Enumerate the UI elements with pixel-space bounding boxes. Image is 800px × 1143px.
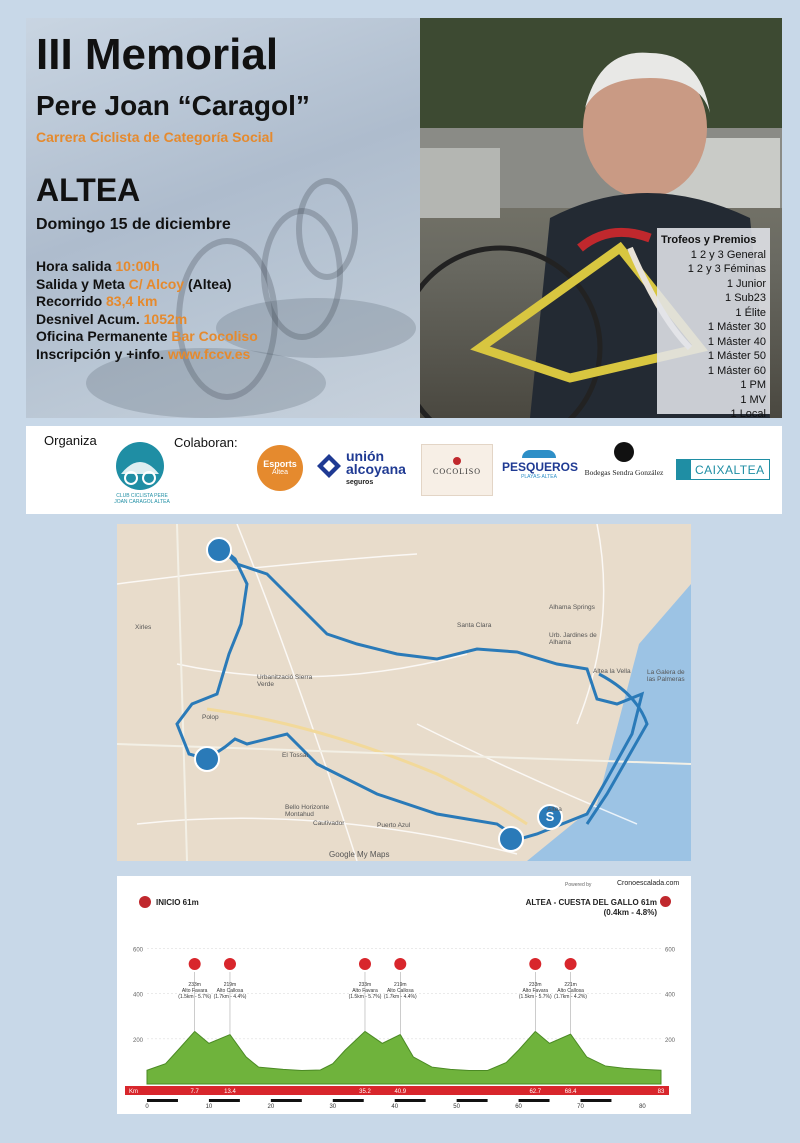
trophy-item: 1 Élite xyxy=(735,306,766,319)
trophy-item: 1 Local xyxy=(730,408,766,420)
esports-altea-logo xyxy=(257,445,303,491)
x-tick-label: 60 xyxy=(515,1104,522,1110)
x-tick-label: 0 xyxy=(145,1104,149,1110)
climb-gradient: (1.5km - 5.7%) xyxy=(518,994,552,1000)
trophy-item: 1 Junior xyxy=(726,277,766,290)
trophy-item: 1 Máster 50 xyxy=(707,350,766,362)
trophy-item: 1 Máster 30 xyxy=(707,321,766,333)
scale-segment xyxy=(580,1099,611,1102)
event-subtitle: Carrera Ciclista de Categoría Social xyxy=(36,129,274,145)
climb-gradient: (1.7km - 4.4%) xyxy=(383,994,417,1000)
trophy-item: 1 Sub23 xyxy=(725,292,766,304)
trophy-item: 1 2 y 3 General xyxy=(690,248,766,261)
climb-marker-icon xyxy=(359,958,371,970)
seguros-text: seguros xyxy=(346,479,374,486)
colaboran-label: Colaboran: xyxy=(174,435,238,450)
climb-marker-icon xyxy=(224,958,236,970)
scale-segment xyxy=(147,1099,178,1102)
union-alcoyana-icon xyxy=(316,453,342,479)
x-tick-label: 10 xyxy=(205,1104,213,1110)
scale-segment xyxy=(271,1099,302,1102)
climb-name: Alto Callosa xyxy=(557,988,584,994)
union-text: unión xyxy=(346,448,385,464)
y-tick-label: 600 xyxy=(665,947,676,954)
x-tick-label: 70 xyxy=(577,1104,584,1110)
club-logo xyxy=(111,440,169,492)
x-tick-label: 20 xyxy=(267,1104,275,1110)
scale-segment xyxy=(333,1099,364,1102)
brand-text: Cronoescalada.com xyxy=(617,880,680,887)
caixaltea-logo xyxy=(676,459,770,480)
trophy-item: 1 Máster 40 xyxy=(707,335,766,348)
caixaltea-mark-icon xyxy=(677,460,691,479)
scale-segment xyxy=(395,1099,426,1102)
detail-row xyxy=(36,328,258,344)
pesqueros-fish-icon xyxy=(522,450,556,458)
climb-name: Alto Favara xyxy=(352,988,378,994)
detail-value: Bar Cocoliso xyxy=(171,328,258,344)
trophy-item: 1 Máster 60 xyxy=(707,364,766,377)
cocoliso-logo xyxy=(421,444,493,496)
elevation-profile xyxy=(117,876,691,1114)
climb-altitude: 233m xyxy=(529,982,542,988)
trophy-item: 1 PM xyxy=(740,379,766,391)
climb-altitude: 219m xyxy=(394,982,407,988)
km-mark: 7.7 xyxy=(190,1089,199,1095)
map-place-label: Bello Horizonte Montahud xyxy=(285,804,330,818)
map-place-label: Puerto Azul xyxy=(377,822,411,829)
scale-segment xyxy=(519,1099,550,1102)
climb-marker-icon xyxy=(394,958,406,970)
detail-value: C/ Alcoy xyxy=(128,275,185,292)
esports-logo-text: Esports xyxy=(263,459,297,469)
detail-row xyxy=(36,276,232,292)
climb-marker-icon[interactable] xyxy=(206,537,232,563)
trophies-list xyxy=(661,248,766,422)
climb-marker-icon xyxy=(529,958,541,970)
detail-label: Desnivel Acum. xyxy=(36,310,144,327)
climb-gradient: (1.5km - 5.7%) xyxy=(178,994,212,1000)
x-tick-label: 30 xyxy=(329,1104,337,1110)
scale-segment xyxy=(209,1099,240,1102)
union-alcoyana-logo xyxy=(346,450,406,489)
y-tick-label: 200 xyxy=(665,1037,676,1044)
map-place-label: El Tossal xyxy=(282,752,308,759)
climb-altitude: 233m xyxy=(358,982,372,988)
scale-segment xyxy=(457,1099,488,1102)
organiza-label: Organiza xyxy=(44,433,97,448)
powered-by-text: Powered by xyxy=(565,882,592,888)
detail-value[interactable]: www.fccv.es xyxy=(167,345,251,362)
climb-marker-icon[interactable] xyxy=(194,746,220,772)
detail-row xyxy=(36,293,157,309)
map-place-label: Xirles xyxy=(135,624,152,631)
route-map[interactable] xyxy=(117,524,691,861)
climb-name: Alto Favara xyxy=(181,988,208,994)
bodegas-emblem-icon xyxy=(614,442,634,462)
climb-name: Alto Callosa xyxy=(216,988,244,994)
detail-row xyxy=(36,346,250,362)
detail-label: Salida y Meta xyxy=(36,275,129,292)
profile-finish-label: ALTEA - CUESTA DEL GALLO 61m xyxy=(525,898,657,907)
detail-value: 10:00h xyxy=(115,258,160,274)
detail-label: Inscripción y +info. xyxy=(36,345,168,362)
trophies-heading: Trofeos y Premios xyxy=(661,234,757,246)
caixaltea-text: CAIXALTEA xyxy=(695,462,765,477)
profile-start-label: INICIO 61m xyxy=(156,898,199,907)
elevation-area xyxy=(147,1031,661,1084)
climb-altitude: 233m xyxy=(188,982,201,988)
detail-row xyxy=(36,258,160,274)
map-place-label: Urb. Jardines de Alhama xyxy=(549,632,597,646)
climb-marker-icon xyxy=(565,958,577,970)
y-tick-label: 600 xyxy=(132,947,143,954)
club-name: CLUB CICLISTA PERE JOAN CARAGOL ALTEA xyxy=(114,493,170,505)
km-mark: 13.4 xyxy=(224,1089,236,1095)
event-date: Domingo 15 de diciembre xyxy=(36,216,231,233)
finish-flag-icon[interactable] xyxy=(498,826,524,852)
event-city: ALTEA xyxy=(36,172,141,208)
climb-altitude: 221m xyxy=(564,982,577,988)
map-place-label: Urbanització Sierra Verde xyxy=(257,674,313,688)
km-mark: 40.9 xyxy=(394,1089,407,1095)
climb-marker-icon xyxy=(189,958,201,970)
event-title-name: Pere Joan “Caragol” xyxy=(36,90,310,121)
pesqueros-sub: PLAYAS·ALTEA xyxy=(521,474,557,480)
detail-row xyxy=(36,311,187,327)
event-title: III Memorial xyxy=(36,30,279,79)
trophy-item: 1 MV xyxy=(740,393,766,406)
map-place-label: La Galera de las Palmeras xyxy=(647,669,685,683)
detail-suffix: (Altea) xyxy=(184,275,232,292)
km-mark: 68.4 xyxy=(564,1089,577,1095)
detail-label: Oficina Permanente xyxy=(36,328,172,344)
km-label: Km xyxy=(129,1089,138,1095)
pesqueros-text: PESQUEROS xyxy=(502,460,579,474)
map-place-label: Santa Clara xyxy=(457,622,492,629)
climb-altitude: 219m xyxy=(223,982,237,988)
detail-value: 83,4 km xyxy=(106,293,158,309)
map-place-label: Alhama Springs xyxy=(549,604,595,611)
map-place-label: Cautivador xyxy=(313,820,345,827)
esports-logo-sub: Altea xyxy=(272,469,288,476)
km-mark: 62.7 xyxy=(529,1089,542,1095)
climb-gradient: (1.5km - 5.7%) xyxy=(348,994,382,1000)
map-attribution: Google My Maps xyxy=(329,850,390,859)
bodegas-text: Bodegas Sendra González xyxy=(584,468,664,477)
profile-finish-sub: (0.4km - 4.8%) xyxy=(603,908,657,917)
map-place-label: Altea la Vella xyxy=(593,668,631,675)
km-mark: 35.2 xyxy=(359,1089,371,1095)
trophies-box xyxy=(657,228,770,420)
detail-label: Hora salida xyxy=(36,258,116,274)
x-tick-label: 40 xyxy=(391,1104,399,1110)
map-place-label: Polop xyxy=(202,714,219,721)
climb-gradient: (1.7km - 4.2%) xyxy=(554,994,587,1000)
climb-name: Alto Callosa xyxy=(386,988,414,994)
x-tick-label: 80 xyxy=(639,1104,646,1110)
trophy-item: 1 2 y 3 Féminas xyxy=(687,263,766,275)
detail-label: Recorrido xyxy=(36,293,107,309)
cocoliso-dot-icon xyxy=(453,457,461,465)
km-mark: 83 xyxy=(657,1089,665,1095)
bodegas-logo xyxy=(583,442,665,477)
detail-value: 1052m xyxy=(143,310,188,327)
cocoliso-text: COCOLISO xyxy=(432,467,481,476)
start-marker-icon[interactable]: S xyxy=(537,804,563,830)
climb-name: Alto Favara xyxy=(522,988,549,994)
profile-chart xyxy=(117,876,691,1114)
y-tick-label: 400 xyxy=(665,992,676,999)
pesqueros-logo xyxy=(502,450,579,480)
y-tick-label: 400 xyxy=(132,992,143,999)
map-place-label: Altea xyxy=(547,806,562,813)
alcoyana-text: alcoyana xyxy=(346,461,406,477)
sponsors-bar xyxy=(26,426,782,514)
climb-gradient: (1.7km - 4.4%) xyxy=(213,994,247,1000)
x-tick-label: 50 xyxy=(453,1104,460,1110)
y-tick-label: 200 xyxy=(132,1037,143,1044)
